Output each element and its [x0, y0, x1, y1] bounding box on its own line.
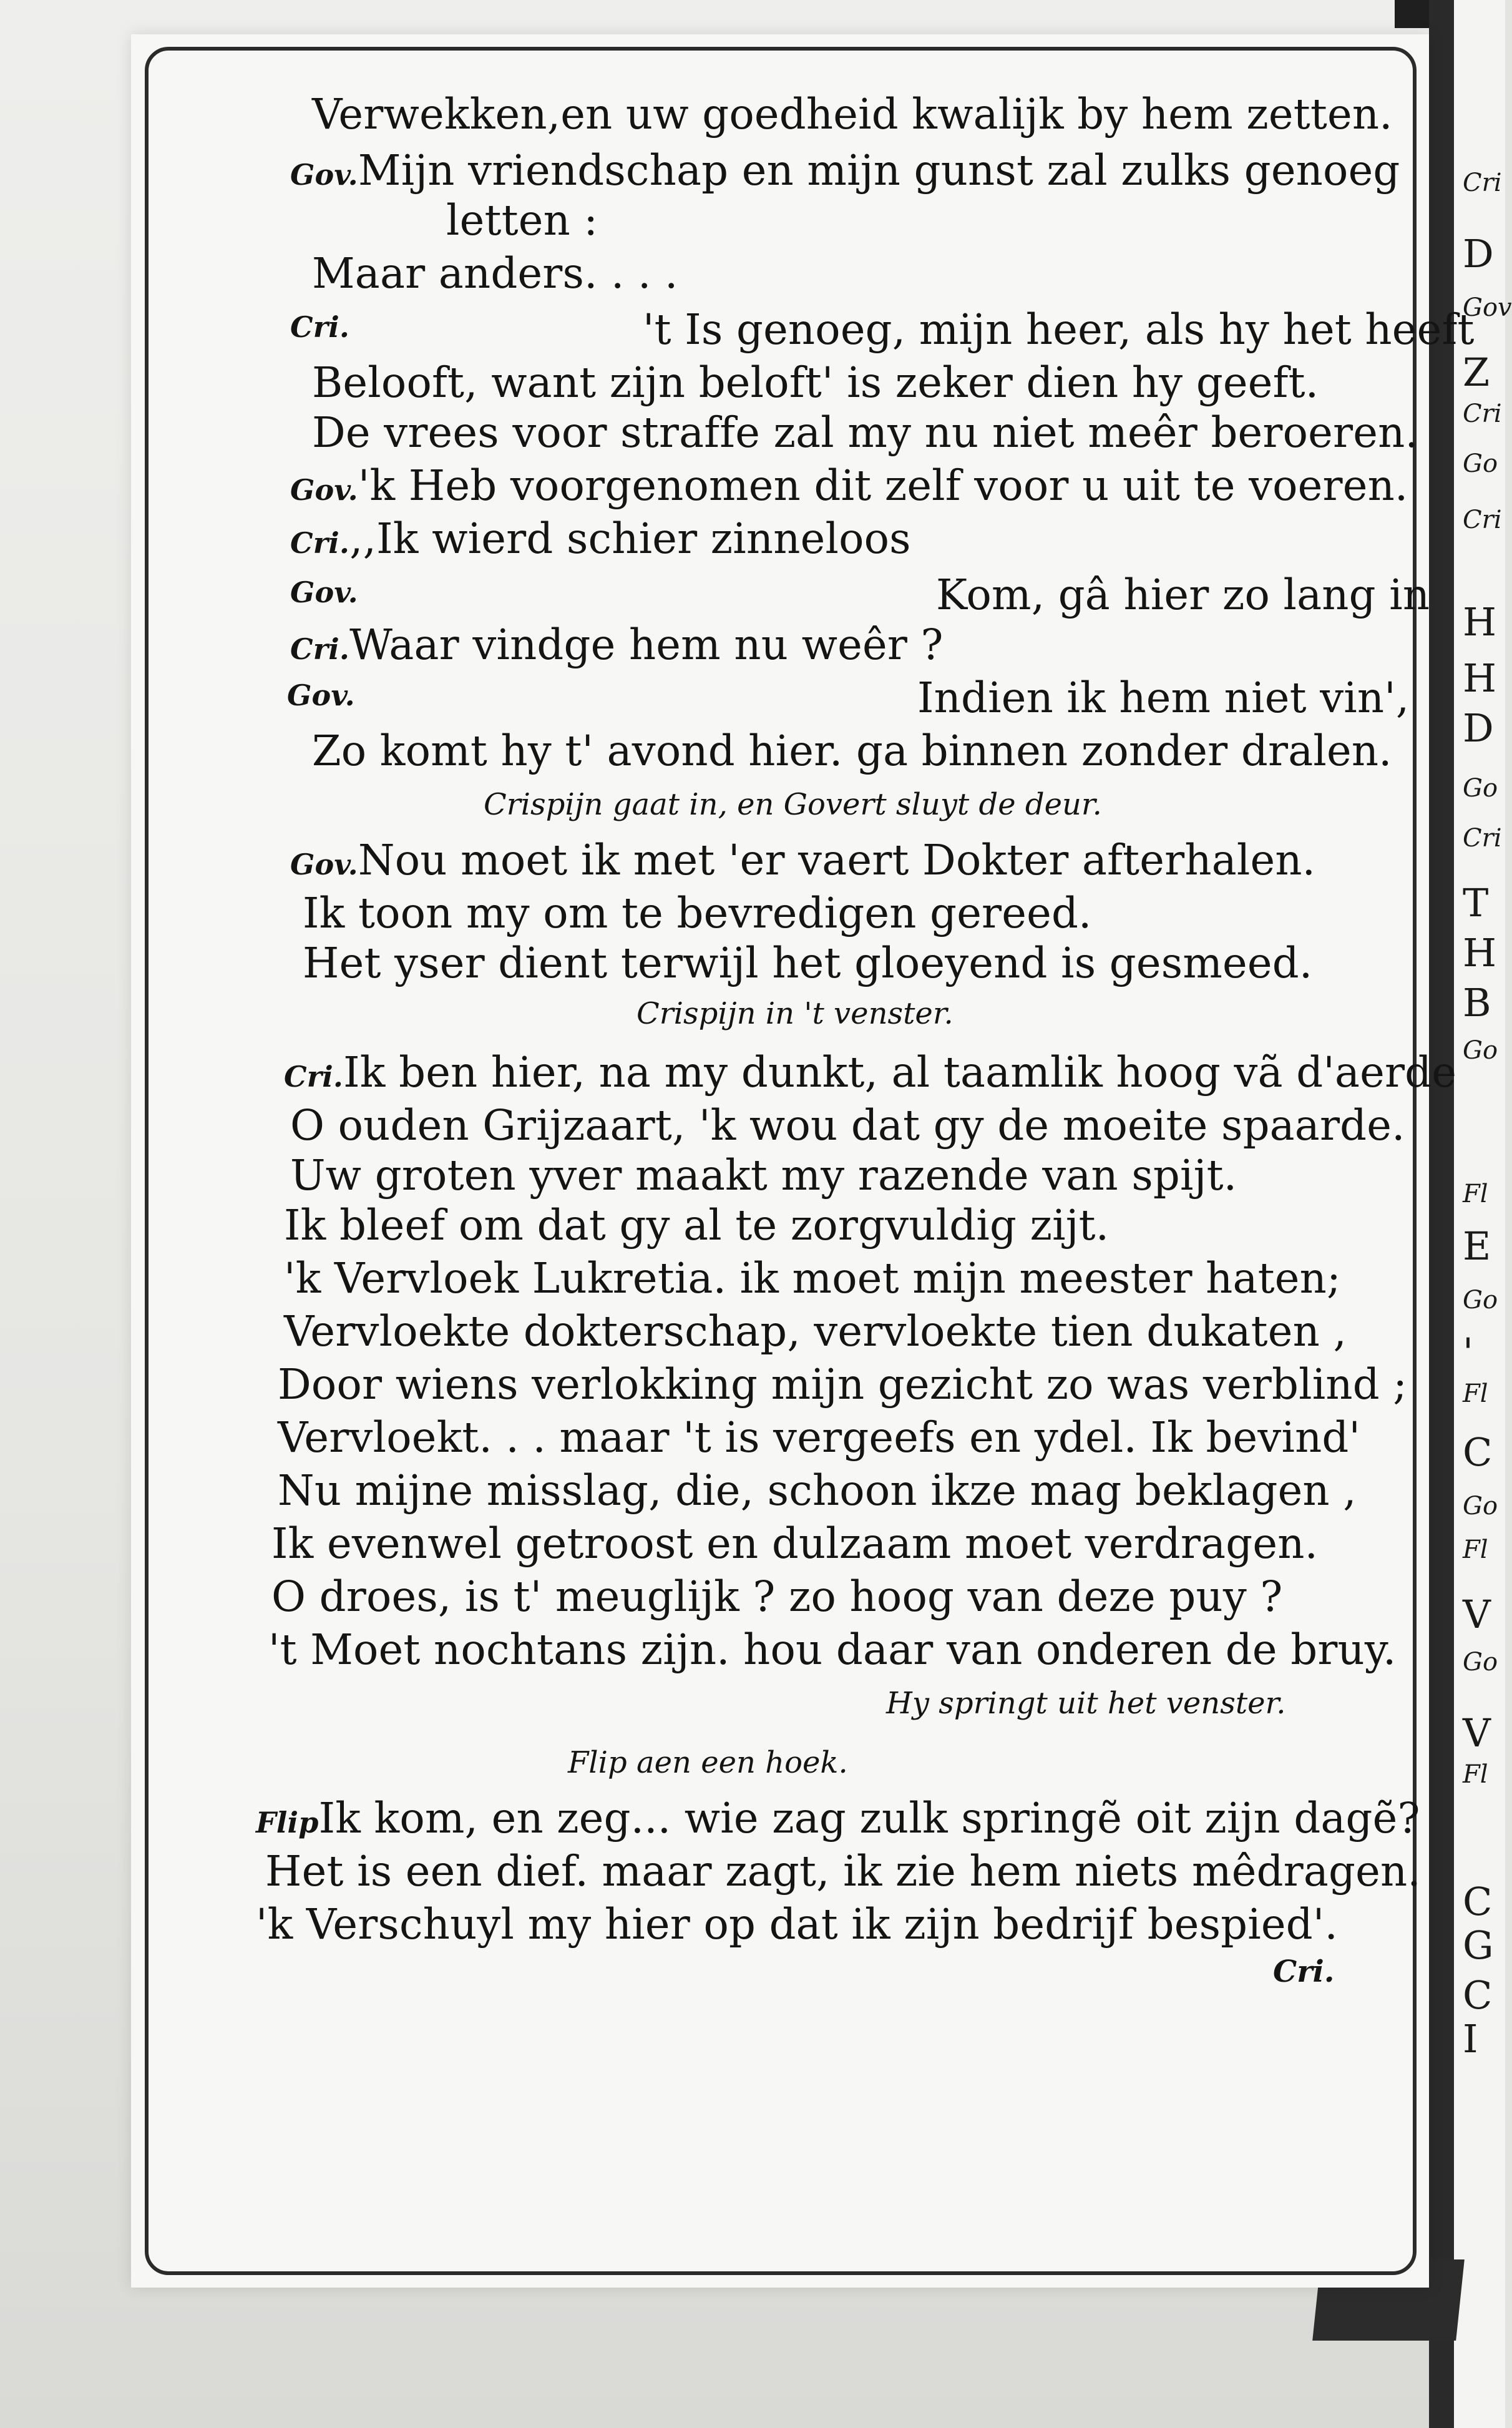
verse-line	[256, 1794, 1420, 1843]
verse-line	[278, 1466, 1357, 1515]
verse-line	[312, 727, 1392, 775]
stage-direction: Crispijn gaat in, en Govert sluyt de deur.	[484, 787, 1102, 822]
verse-text: 't Moet nochtans zijn. hou daar van onderen de bruy.	[268, 1625, 1397, 1674]
facing-page-fragment: C	[1463, 1972, 1493, 2018]
verse-text: letten :	[446, 196, 598, 245]
speaker-label: Cri.	[284, 1060, 344, 1094]
facing-page-fragment: Go	[1463, 1492, 1498, 1520]
verse-line	[312, 90, 1393, 139]
verse-line	[287, 673, 1410, 722]
verse-text: Maar anders. . . .	[312, 249, 678, 298]
verse-text: 'k Verschuyl my hier op dat ik zijn bedrijf bespied'.	[256, 1900, 1338, 1949]
verse-line	[271, 1519, 1319, 1568]
verse-text: Uw groten yver maakt my razende van spijt.	[290, 1151, 1237, 1200]
facing-page-fragment: H	[1463, 930, 1497, 976]
verse-line	[290, 620, 944, 669]
verse-line	[303, 939, 1313, 987]
verse-text: Door wiens verlokking mijn gezicht zo was verblind ;	[278, 1360, 1408, 1409]
facing-page-fragment: D	[1463, 231, 1494, 277]
verse-line	[284, 1048, 1457, 1097]
catchword: Cri.	[1273, 1954, 1335, 1989]
verse-text: Waar vindge hem nu weêr ?	[349, 620, 944, 669]
stage-direction: Hy springt uit het venster.	[886, 1686, 1286, 1721]
speaker-label: Flip	[256, 1806, 319, 1839]
verse-text: Ik kom, en zeg... wie zag zulk springẽ oit zijn dagẽ?	[318, 1794, 1420, 1843]
verse-text: Vervloekte dokterschap, vervloekte tien dukaten ,	[284, 1307, 1347, 1356]
speaker-label: Gov.	[290, 158, 358, 192]
verse-text: Het yser dient terwijl het gloeyend is gesmeed.	[303, 939, 1313, 987]
verse-text: Ik bleef om dat gy al te zorgvuldig zijt.	[284, 1201, 1110, 1250]
facing-page-fragment: '	[1463, 1329, 1474, 1375]
verse-text: Verwekken,en uw goedheid kwalijk by hem zetten.	[312, 90, 1393, 139]
facing-page-fragment: B	[1463, 980, 1491, 1026]
verse-line	[290, 836, 1316, 884]
facing-page-fragment: Cri	[1463, 169, 1502, 197]
verse-text: Nu mijne misslag, die, schoon ikze mag beklagen ,	[278, 1466, 1357, 1515]
facing-page-fragment: Fl	[1463, 1379, 1488, 1408]
facing-page-fragment: C	[1463, 1879, 1493, 1924]
speaker-label: Cri.	[290, 310, 350, 344]
stage-direction: Crispijn in 't venster.	[637, 996, 954, 1031]
facing-page-fragment: V	[1463, 1592, 1491, 1637]
verse-line	[290, 1151, 1237, 1200]
verse-line	[446, 196, 598, 245]
verse-text: O droes, is t' meuglijk ? zo hoog van deze puy ?	[271, 1572, 1283, 1621]
facing-page-fragment: Go	[1463, 1648, 1498, 1677]
facing-page-fragment: G	[1463, 1922, 1494, 1968]
verse-line	[284, 1254, 1341, 1303]
verse-line	[256, 1900, 1338, 1949]
speaker-label: Gov.	[290, 848, 358, 881]
verse-line	[312, 408, 1418, 457]
verse-line	[290, 570, 1430, 619]
verse-line	[290, 514, 911, 563]
verse-text: De vrees voor straffe zal my nu niet meêr beroeren.	[312, 408, 1418, 457]
verse-text: Indien ik hem niet vin',	[917, 673, 1410, 722]
speaker-label: Gov.	[290, 473, 358, 507]
verse-text: Vervloekt. . . maar 't is vergeefs en ydel. Ik bevind'	[278, 1413, 1361, 1462]
verse-line	[265, 1847, 1421, 1896]
speaker-label: Cri.	[290, 632, 350, 666]
verse-text: 't Is genoeg, mijn heer, als hy het heeft	[643, 305, 1475, 354]
verse-text: Mijn vriendschap en mijn gunst zal zulks genoeg	[358, 146, 1400, 195]
facing-page-fragment: Gov	[1463, 293, 1512, 322]
facing-page-fragment: E	[1463, 1223, 1491, 1269]
verse-text: Nou moet ik met 'er vaert Dokter afterhalen.	[358, 836, 1316, 884]
facing-page-fragment: H	[1463, 655, 1497, 701]
facing-page-fragment: I	[1463, 2016, 1478, 2062]
speaker-label: Gov.	[290, 575, 358, 609]
page-text	[131, 34, 1475, 2288]
verse-line	[303, 889, 1092, 937]
verse-text: 'k Heb voorgenomen dit zelf voor u uit te voeren.	[358, 461, 1408, 510]
verse-line	[271, 1572, 1283, 1621]
verse-text: 'k Vervloek Lukretia. ik moet mijn meester haten;	[284, 1254, 1341, 1303]
stage-direction: Flip aen een hoek.	[568, 1745, 848, 1780]
verse-line	[278, 1413, 1361, 1462]
speaker-label: Cri.	[290, 526, 350, 560]
verse-line	[290, 1101, 1405, 1150]
facing-page-fragment: Cri	[1463, 506, 1502, 534]
verse-text: O ouden Grijzaart, 'k wou dat gy de moeite spaarde.	[290, 1101, 1405, 1150]
verse-text: ,,Ik wierd schier zinneloos	[349, 514, 911, 563]
verse-text: Het is een dief. maar zagt, ik zie hem niets mêdragen.	[265, 1847, 1421, 1896]
verse-text: Ik evenwel getroost en dulzaam moet verdragen.	[271, 1519, 1319, 1568]
facing-page-fragment: Fl	[1463, 1535, 1488, 1564]
verse-line	[284, 1307, 1347, 1356]
facing-page-fragment: T	[1463, 880, 1489, 926]
verse-line	[290, 305, 1475, 354]
facing-page-fragment: D	[1463, 705, 1494, 751]
verse-line	[278, 1360, 1408, 1409]
facing-page-fragment: Cri	[1463, 399, 1502, 428]
facing-page-fragment: Go	[1463, 774, 1498, 803]
facing-page-fragment: C	[1463, 1429, 1493, 1475]
speaker-label: Gov.	[287, 678, 355, 712]
facing-page-fragment: Go	[1463, 449, 1498, 478]
facing-page-fragment: Fl	[1463, 1760, 1488, 1789]
facing-page	[1454, 0, 1512, 2428]
facing-page-fragment: V	[1463, 1710, 1491, 1756]
facing-page-fragment: H	[1463, 599, 1497, 645]
verse-text: Zo komt hy t' avond hier. ga binnen zonder dralen.	[312, 727, 1392, 775]
facing-page-fragment: Cri	[1463, 824, 1502, 853]
facing-page-fragment: Z	[1463, 350, 1490, 395]
verse-text: Kom, gâ hier zo lang in	[936, 570, 1430, 619]
verse-line	[312, 358, 1319, 407]
facing-page-fragment: Go	[1463, 1286, 1498, 1314]
verse-line	[284, 1201, 1110, 1250]
book-binding	[1429, 0, 1454, 2428]
verse-line	[268, 1625, 1397, 1674]
verse-text: Ik ben hier, na my dunkt, al taamlik hoog vã d'aerde	[343, 1048, 1457, 1097]
verse-line	[290, 146, 1400, 195]
verse-line	[290, 461, 1408, 510]
facing-page-fragment: Go	[1463, 1036, 1498, 1065]
verse-text: Belooft, want zijn beloft' is zeker dien hy geeft.	[312, 358, 1319, 407]
facing-page-fragment: Fl	[1463, 1180, 1488, 1208]
verse-text: Ik toon my om te bevredigen gereed.	[303, 889, 1092, 937]
verse-line	[312, 249, 678, 298]
book-page	[131, 34, 1475, 2288]
